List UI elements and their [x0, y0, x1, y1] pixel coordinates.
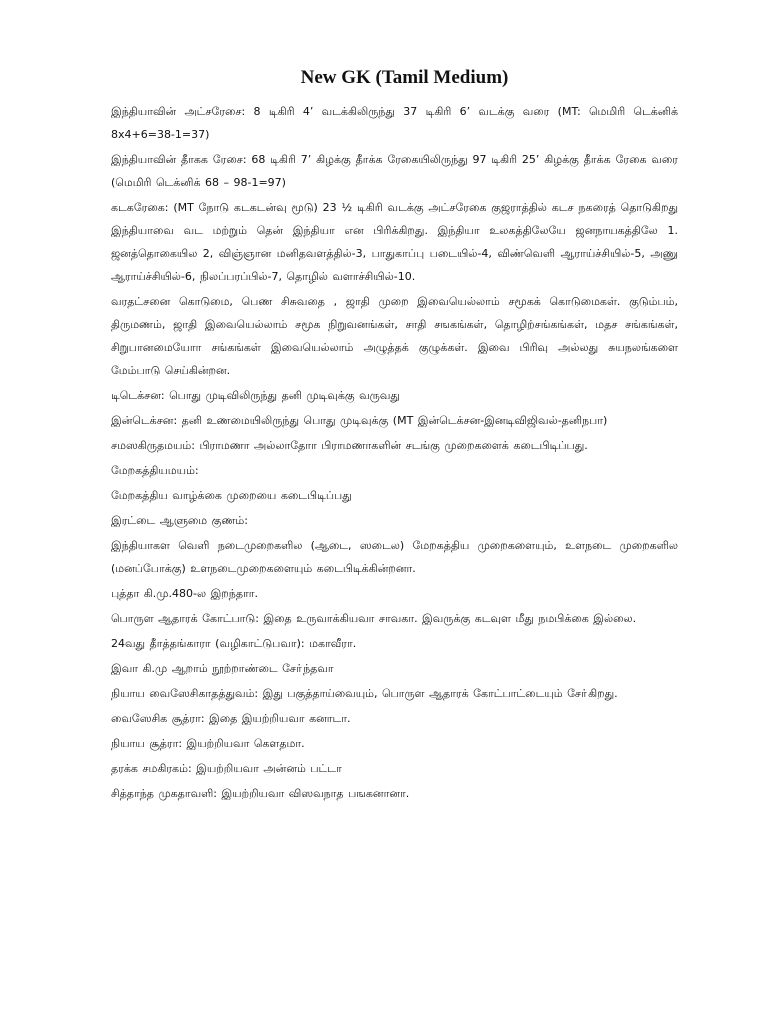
paragraph-sanskritization: சமஸகிருதமயம்: பிராமணா அல்லாதோா பிராமணாகளின் சடங்கு முறைகளைக் கடைபிடிப்பது. [111, 439, 588, 452]
paragraph-westernization-heading: மேறகத்தியமயம்: [111, 464, 199, 477]
page-title: New GK (Tamil Medium) [300, 67, 509, 88]
paragraph-dual-personality: இந்தியாகள வெளி நடைமுறைகளில (ஆடை, ஸடைல) மேறகத்திய முறைகளையும், உளநடை முறைகளில (மனப்போக்கு) உளநடைமுறைகளையும் கடைபிடிக்கின்றனா. [111, 539, 678, 575]
paragraph-tirthankara: 24வது தீாத்தங்காரா (வழிகாட்டுபவா): மகாவீரா. [111, 637, 357, 650]
paragraph-tarka-sangraha: தரக்க சமகிரகம்: இயற்றியவா அன்னம் பட்டா [111, 762, 342, 775]
paragraph-siddhanta-muktavali: சித்தாந்த முகதாவளி: இயற்றியவா விஸவநாத பஙகனானா. [111, 787, 410, 800]
paragraph-deduction: டிடெக்சன: பொது முடிவிலிருந்து தனி முடிவுக்கு வருவது [111, 389, 400, 402]
paragraph-longitude: இந்தியாவின் தீாகக ரேசை: 68 டிகிரி 7’ கிழக்கு தீாக்க ரேகையிலிருந்து 97 டிகிரி 25’ கிழக்கு தீாக்க ரேகை வரை (மெமிரி டெக்னிக் 68 – 98-1=97) [111, 153, 678, 189]
paragraph-vaisheshika-sutra: வைஸேசிக சூத்ரா: இதை இயற்றியவா கனாடா. [111, 712, 351, 725]
paragraph-westernization: மேறகத்திய வாழ்க்கை முறையை கடைபிடிப்பது [111, 489, 352, 502]
paragraph-social-issues: வரதட்சனை கொடுமை, பெண சிசுவதை , ஜாதி முறை இவையெல்லாம் சமூகக் கொடுமைகள். குடும்பம், திருமணம், ஜாதி இவையெல்லாம் சமூக நிறுவனங்கள், சாதி சஙகங்கள், தொழிற்சங்கங்கள், மதச சங்கங்கள், சிறுபானமையோா சங்கங்கள் இவையெல்லாம் அழுத்தக் குழுக்கள். இவை பிரிவு அல்லது சுயநலங்களை மேம்பாடு செய்கின்றன. [111, 295, 678, 377]
paragraph-century: இவா கி.மு ஆறாம் நூற்றாண்டை சோ்ந்தவா [111, 662, 334, 675]
paragraph-nyaya-vaisheshika: நியாய வைஸேசிகாதத்துவம்: இது பகுத்தாய்வையும், பொருள ஆதாரக் கோட்பாட்டையும் சோ்கிறது. [111, 687, 618, 700]
paragraph-dual-personality-heading: இரட்டை ஆளுமை குணம்: [111, 514, 248, 527]
paragraph-buddha: புத்தா கி.மு.480-ல இறந்தாா. [111, 587, 258, 600]
paragraph-latitude: இந்தியாவின் அட்சரேசை: 8 டிகிரி 4’ வடக்கிலிருந்து 37 டிகிரி 6’ வடக்கு வரை (MT: மெமிரி டெக்னிக் 8x4+6=38-1=37) [111, 105, 678, 141]
paragraph-tropic-of-cancer: கடகரேகை: (MT நாேடு கடகடன்வு மூடு) 23 ½ டிகிரி வடக்கு அட்சரேகை குஜராத்தில் கடச நகரைத் தொடுகிறது இந்தியாவை வட மற்றும் தென் இந்தியா என பிரிக்கிறது. இந்தியா உலகத்திலேயே ஜனநாயகத்திலே 1. ஜனத்தொகையில 2, விஞ்ஞான மனிதவளத்தில்-3, பாதுகாப்பு படையில்-4, விண்வெளி ஆராய்ச்சியில்-5, அணு ஆராய்ச்சியில்-6, நிலப்பரப்பில்-7, தொழில் வளாச்சியில்-10. [111, 201, 678, 283]
paragraph-materialism: பொருள ஆதாரக் கோட்பாடு: இதை உருவாக்கியவா சாவகா. இவருக்கு கடவுள மீது நமபிக்கை இல்லை. [111, 612, 637, 625]
paragraph-induction: இன்டெக்சன: தனி உணமையிலிருந்து பொது முடிவுக்கு (MT இன்டெக்சன-இனடிவிஜிவல்-தனிநபா) [111, 414, 608, 427]
paragraph-nyaya-sutra: நியாய சூத்ரா: இயற்றியவா கௌதமா. [111, 737, 305, 750]
